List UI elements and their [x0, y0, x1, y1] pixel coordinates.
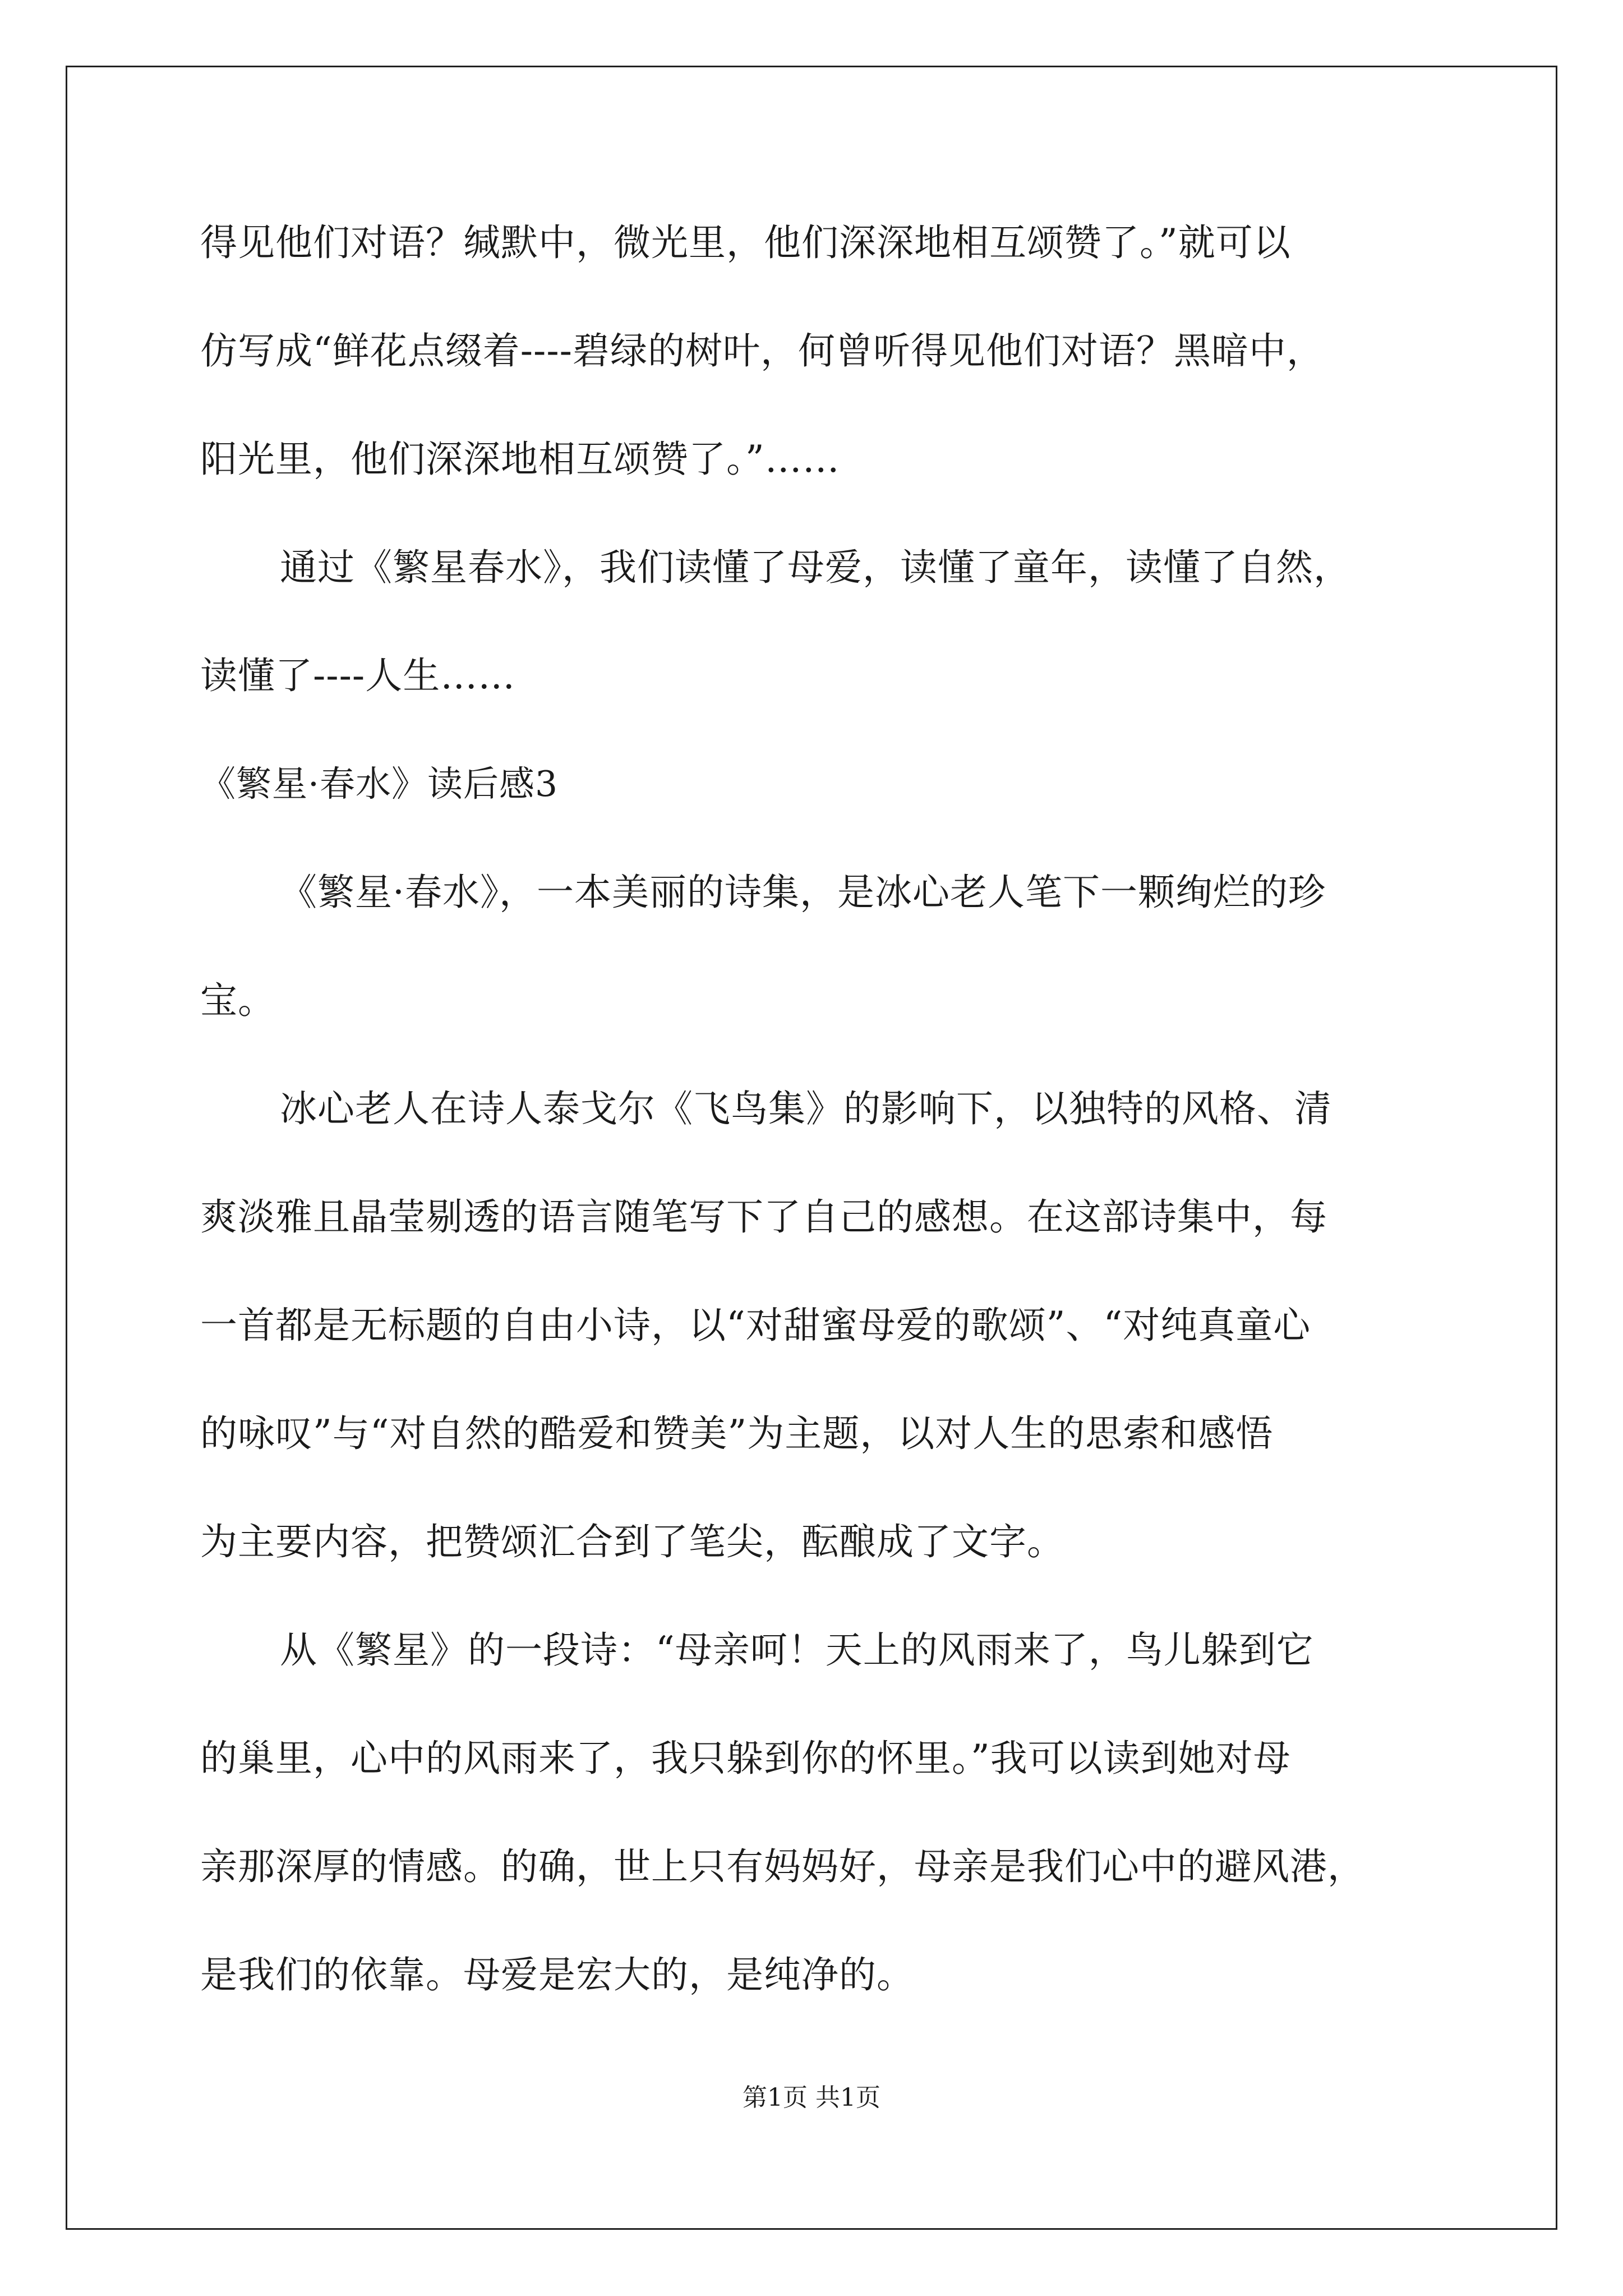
text-line: 一首都是无标题的自由小诗，以“对甜蜜母爱的歌颂”、“对纯真童心 — [200, 1304, 1311, 1347]
text-line: 是我们的依靠。母爱是宏大的，是纯净的。 — [200, 1953, 914, 1996]
page-number-footer: 第1页 共1页 — [743, 2083, 880, 2112]
text-line: 阳光里，他们深深地相互颂赞了。”…… — [200, 438, 840, 481]
text-line: 得见他们对语？缄默中，微光里，他们深深地相互颂赞了。”就可以 — [200, 221, 1291, 264]
paragraph-first-line: 从《繁星》的一段诗：“母亲呵！天上的风雨来了，鸟儿躲到它 — [280, 1628, 1314, 1672]
paragraph-first-line: 《繁星·春水》，一本美丽的诗集，是冰心老人笔下一颗绚烂的珍 — [280, 871, 1326, 914]
text-line: 为主要内容，把赞颂汇合到了笔尖，酝酿成了文字。 — [200, 1520, 1064, 1563]
document-body — [200, 216, 1434, 2056]
text-line: 爽淡雅且晶莹剔透的语言随笔写下了自己的感想。在这部诗集中，每 — [200, 1195, 1327, 1239]
text-line: 仿写成“鲜花点缀着----碧绿的树叶，何曾听得见他们对语？黑暗中， — [200, 329, 1324, 372]
text-line: 的巢里，心中的风雨来了，我只躲到你的怀里。”我可以读到她对母 — [200, 1737, 1291, 1780]
text-line: 的咏叹”与“对自然的酷爱和赞美”为主题，以对人生的思索和感悟 — [200, 1412, 1274, 1455]
section-title: 《繁星·春水》读后感3 — [200, 763, 559, 804]
paragraph-first-line: 通过《繁星春水》，我们读懂了母爱，读懂了童年，读懂了自然， — [280, 546, 1351, 589]
text-line: 宝。 — [200, 979, 275, 1022]
text-line: 读懂了----人生…… — [200, 654, 516, 697]
text-line: 亲那深厚的情感。的确，世上只有妈妈好，母亲是我们心中的避风港， — [200, 1845, 1365, 1888]
paragraph-first-line: 冰心老人在诗人泰戈尔《飞鸟集》的影响下，以独特的风格、清 — [280, 1087, 1332, 1130]
